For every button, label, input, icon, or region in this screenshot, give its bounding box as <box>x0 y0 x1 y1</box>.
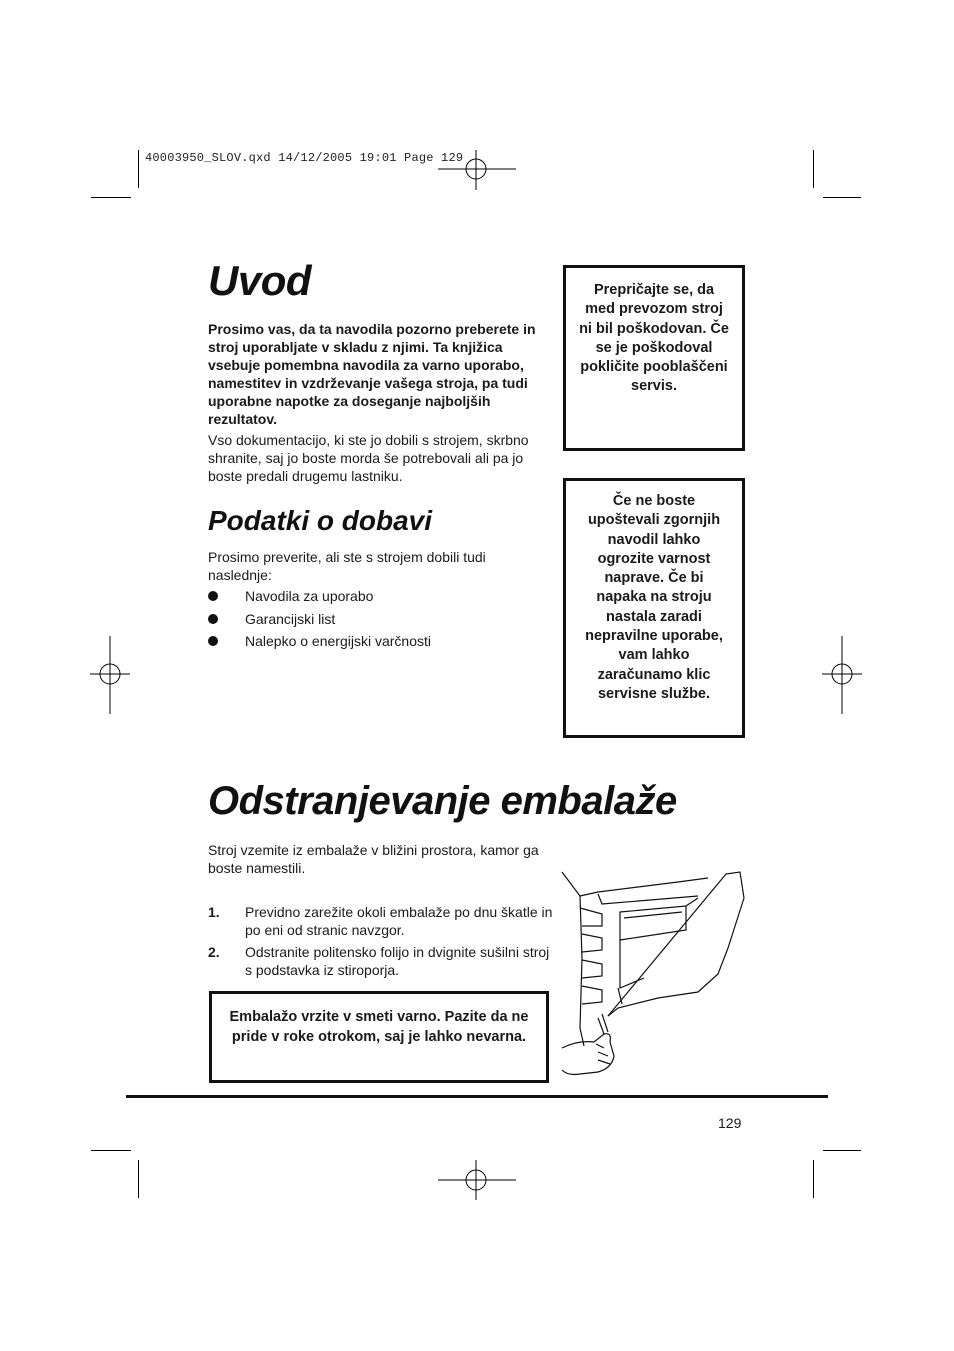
step-text: Odstranite politensko folijo in dvignite sušilni stroj s podstavka iz stiroporja. <box>245 944 550 978</box>
delivery-intro: Prosimo preverite, ali ste s strojem dobili tudi naslednje: <box>208 549 486 583</box>
registration-mark-icon <box>90 636 130 714</box>
crop-mark <box>91 1150 131 1151</box>
intro-lead: Prosimo vas, da ta navodila pozorno preberete in stroj uporabljate v skladu z njimi. Ta knjižica vsebuje pomembna navodila za varno uporabo, namestitev in vzdrževanje vašega stroja, pa tudi uporabne napotke za doseganje najboljših rezultatov. <box>208 321 536 427</box>
bullet-icon <box>208 614 218 624</box>
page-number: 129 <box>718 1115 742 1131</box>
crop-mark <box>138 1160 139 1198</box>
packaging-warning-text: Embalažo vrzite v smeti varno. Pazite da ne pride v roke otrokom, saj je lahko nevarna. <box>229 1009 529 1045</box>
crop-mark <box>91 197 131 198</box>
unpacking-dryer-illustration-icon <box>558 868 758 1080</box>
transport-notice-text: Prepričajte se, da med prevozom stroj ni bil poškodovan. Če se je poškodoval pokličite pooblaščeni servis. <box>579 282 729 395</box>
crop-mark <box>823 1150 861 1151</box>
list-item-text: Garancijski list <box>245 611 336 627</box>
crop-mark <box>813 150 814 188</box>
step-number: 1. <box>208 904 220 920</box>
intro-body: Vso dokumentacijo, ki ste jo dobili s strojem, skrbno shranite, saj jo boste morda še potrebovali ali pa jo boste predali drugemu lastniku. <box>208 432 529 484</box>
warranty-warning-text: Če ne boste upoštevali zgornjih navodil lahko ogrozite varnost naprave. Če bi napaka na stroju nastala zaradi nepravilne uporabe, vam lahko zaračunamo klic servisne službe. <box>585 493 723 702</box>
unpacking-intro: Stroj vzemite iz embalaže v bližini prostora, kamor ga boste namestili. <box>208 842 539 876</box>
footer-rule <box>126 1095 828 1098</box>
intro-title: Uvod <box>208 257 311 304</box>
registration-mark-icon <box>822 636 862 714</box>
step-number: 2. <box>208 944 220 960</box>
bullet-icon <box>208 636 218 646</box>
bullet-icon <box>208 591 218 601</box>
registration-mark-icon <box>438 150 516 190</box>
crop-mark <box>138 150 139 188</box>
unpacking-title: Odstranjevanje embalaže <box>208 779 677 823</box>
warranty-warning-box <box>563 478 745 738</box>
packaging-warning-box <box>209 991 549 1083</box>
crop-mark <box>823 197 861 198</box>
registration-mark-icon <box>438 1160 516 1200</box>
slug-line: 40003950_SLOV.qxd 14/12/2005 19:01 Page 129 <box>145 151 464 165</box>
delivery-title: Podatki o dobavi <box>208 505 433 536</box>
list-item-text: Nalepko o energijski varčnosti <box>245 633 431 649</box>
crop-mark <box>813 1160 814 1198</box>
list-item-text: Navodila za uporabo <box>245 588 374 604</box>
transport-notice-box <box>563 265 745 451</box>
step-text: Previdno zarežite okoli embalaže po dnu škatle in po eni od stranic navzgor. <box>245 904 553 938</box>
